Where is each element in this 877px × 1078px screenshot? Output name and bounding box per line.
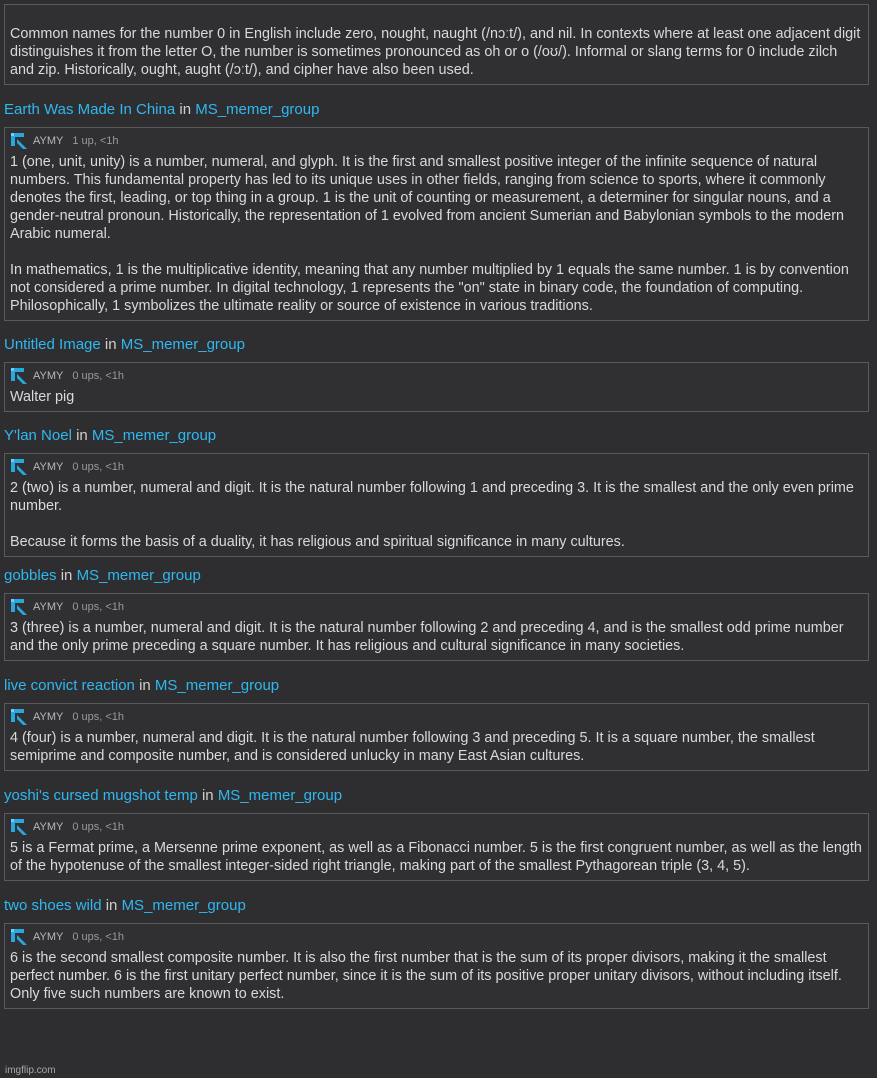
username[interactable]: AYMY	[33, 135, 64, 147]
comment-card	[4, 127, 869, 321]
watermark: imgflip.com	[5, 1065, 56, 1076]
comment-heading	[0, 427, 877, 445]
in-label: in	[60, 567, 77, 584]
comment-text: 6 is the second smallest composite number. It is also the first number that is the sum of its proper divisors, making it the smallest perfect number. 6 is the first unitary perfect number, since it is the sum of its positive proper unitary divisors, without including itself. Only five such numbers are known to exist.	[10, 950, 842, 1002]
comment-group	[0, 897, 877, 1009]
comment-heading	[0, 787, 877, 805]
comment-group	[0, 567, 877, 661]
stream-link[interactable]: MS_memer_group	[76, 567, 201, 584]
user-avatar-icon[interactable]	[10, 708, 28, 726]
top-comment-card	[4, 4, 869, 85]
username[interactable]: AYMY	[33, 461, 64, 473]
comment-heading	[0, 336, 877, 354]
username[interactable]: AYMY	[33, 821, 64, 833]
comment-card	[4, 703, 869, 771]
image-title-link[interactable]: Untitled Image	[4, 336, 101, 353]
username[interactable]: AYMY	[33, 601, 64, 613]
image-title-link[interactable]: Earth Was Made In China	[4, 101, 176, 118]
user-avatar-icon[interactable]	[10, 458, 28, 476]
image-title-link[interactable]: yoshi's cursed mugshot temp	[4, 787, 198, 804]
comment-meta	[10, 130, 863, 152]
comment-meta	[10, 706, 863, 728]
in-label: in	[139, 677, 155, 694]
comment-meta	[10, 456, 863, 478]
comment-group	[0, 427, 877, 557]
image-title-link[interactable]: Y'lan Noel	[4, 427, 72, 444]
comment-heading	[0, 897, 877, 915]
user-avatar-icon[interactable]	[10, 928, 28, 946]
image-title-link[interactable]: live convict reaction	[4, 677, 135, 694]
comment-heading	[0, 567, 877, 585]
stream-link[interactable]: MS_memer_group	[217, 787, 343, 804]
comment-stats: 0 ups, <1h	[72, 461, 125, 473]
stream-link[interactable]: MS_memer_group	[121, 897, 246, 914]
comment-stats: 1 up, <1h	[72, 135, 119, 147]
in-label: in	[105, 897, 122, 914]
comment-card	[4, 923, 869, 1009]
comment-group	[0, 787, 877, 881]
top-comment-text: Common names for the number 0 in English include zero, nought, naught (/nɔːt/), and nil. In contexts where at least one adjacent digit distinguishes it from the letter O, the number is sometimes pronounced as oh or o (/oʊ/). Informal or slang terms for 0 include zilch and zip. Historically, ought, aught (/ɔːt/), and cipher have also been used.	[10, 26, 861, 78]
comment-card	[4, 362, 869, 412]
comment-heading	[0, 677, 877, 695]
comment-meta	[10, 926, 863, 948]
comment-heading	[0, 101, 877, 119]
comment-text: Walter pig	[10, 389, 75, 405]
user-avatar-icon[interactable]	[10, 598, 28, 616]
image-title-link[interactable]: gobbles	[4, 567, 57, 584]
comment-stats: 0 ups, <1h	[72, 601, 125, 613]
user-avatar-icon[interactable]	[10, 132, 28, 150]
comment-text: 1 (one, unit, unity) is a number, numeral, and glyph. It is the first and smallest positive integer of the infinite sequence of natural numbers. This fundamental property has led to its unique uses in other fields, ranging from science to sports, where it commonly denotes the first, leading, or top thing in a group. 1 is the unit of counting or measurement, a determiner for singular nouns, and a gender-neutral pronoun. Historically, the representation of 1 evolved from ancient Sumerian and Babylonian symbols to the modern Arabic numeral. In mathematics, 1 is the multiplicative identity, meaning that any number multiplied by 1 equals the same number. 1 is by convention not considered a prime number. In digital technology, 1 represents the "on" state in binary code, the foundation of computing. Philosophically, 1 symbolizes the ultimate reality or source of existence in various traditions.	[10, 154, 849, 314]
stream-link[interactable]: MS_memer_group	[154, 677, 280, 694]
comment-text: 5 is a Fermat prime, a Mersenne prime exponent, as well as a Fibonacci number. 5 is the first congruent number, as well as the length of the hypotenuse of the smallest integer-sided right triangle, making part of the smallest Pythagorean triple (3, 4, 5).	[10, 840, 862, 874]
in-label: in	[179, 101, 196, 118]
user-avatar-icon[interactable]	[10, 367, 28, 385]
comment-group	[0, 677, 877, 771]
comment-meta	[10, 816, 863, 838]
comment-stats: 0 ups, <1h	[72, 821, 125, 833]
stream-link[interactable]: MS_memer_group	[195, 101, 320, 118]
comment-group	[0, 101, 877, 321]
comment-card	[4, 453, 869, 557]
comment-card	[4, 593, 869, 661]
username[interactable]: AYMY	[33, 711, 64, 723]
comment-meta	[10, 365, 863, 387]
comment-text: 2 (two) is a number, numeral and digit. It is the natural number following 1 and preceding 3. It is the smallest and the only even prime number. Because it forms the basis of a duality, it has religious and spiritual significance in many cultures.	[10, 480, 854, 550]
comment-text: 3 (three) is a number, numeral and digit. It is the natural number following 2 and preceding 4, and is the smallest odd prime number and the only prime preceding a square number. It has religious and cultural significance in many societies.	[10, 620, 844, 654]
comment-card	[4, 813, 869, 881]
stream-link[interactable]: MS_memer_group	[120, 336, 245, 353]
username[interactable]: AYMY	[33, 370, 64, 382]
in-label: in	[76, 427, 92, 444]
in-label: in	[104, 336, 121, 353]
username[interactable]: AYMY	[33, 931, 64, 943]
comment-stats: 0 ups, <1h	[72, 711, 125, 723]
user-avatar-icon[interactable]	[10, 818, 28, 836]
comment-stats: 0 ups, <1h	[72, 931, 125, 943]
comment-text: 4 (four) is a number, numeral and digit. It is the natural number following 3 and preceding 5. It is a square number, the smallest semiprime and composite number, and is considered unlucky in many East Asian cultures.	[10, 730, 815, 764]
comment-meta	[10, 596, 863, 618]
comment-group	[0, 336, 877, 412]
stream-link[interactable]: MS_memer_group	[91, 427, 217, 444]
in-label: in	[201, 787, 218, 804]
comment-stats: 0 ups, <1h	[72, 370, 125, 382]
image-title-link[interactable]: two shoes wild	[4, 897, 102, 914]
